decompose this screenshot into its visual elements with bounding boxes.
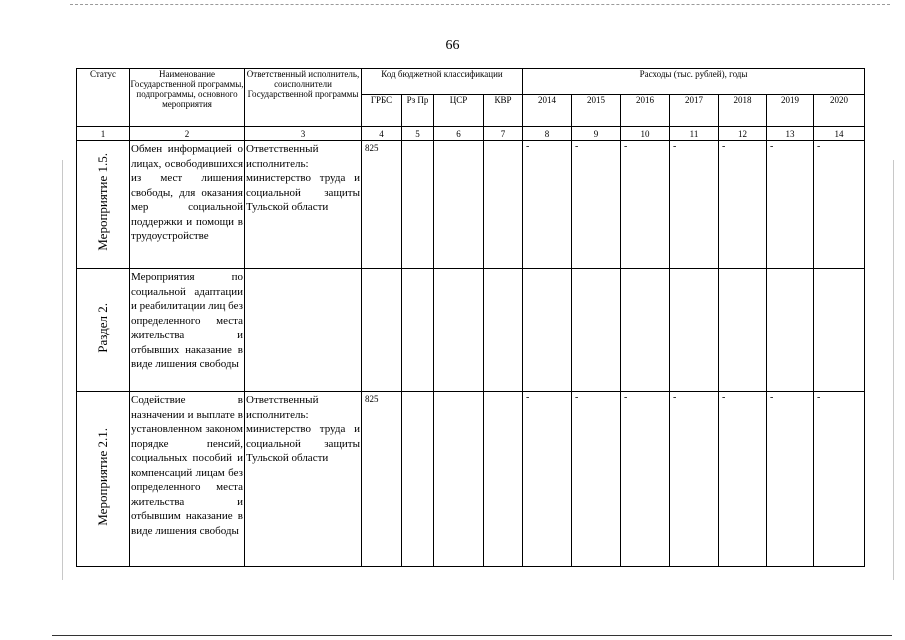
expense-2016 <box>621 269 670 392</box>
header-year-2017: 2017 <box>670 95 719 127</box>
header-code-csr: ЦСР <box>434 95 484 127</box>
name-cell <box>130 141 245 269</box>
expense-2018 <box>719 269 767 392</box>
column-number: 1 <box>77 127 130 141</box>
expense-2015: - <box>572 392 621 567</box>
scan-left-margin-line <box>62 160 63 580</box>
csr-cell <box>434 141 484 269</box>
column-number: 9 <box>572 127 621 141</box>
name-cell <box>130 392 245 567</box>
column-number: 10 <box>621 127 670 141</box>
expense-2018: - <box>719 141 767 269</box>
header-code-kvr: КВР <box>484 95 523 127</box>
table-row-section-2 <box>77 269 865 392</box>
page-number: 66 <box>445 38 460 53</box>
expense-2017: - <box>670 392 719 567</box>
header-status: Статус <box>77 69 130 127</box>
csr-cell <box>434 392 484 567</box>
grbs-cell: 825 <box>362 392 402 567</box>
expense-2014: - <box>523 392 572 567</box>
column-number: 4 <box>362 127 402 141</box>
header-year-2019: 2019 <box>767 95 814 127</box>
expense-2014 <box>523 269 572 392</box>
scan-bottom-edge <box>52 635 892 636</box>
header-year-2016: 2016 <box>621 95 670 127</box>
column-number: 6 <box>434 127 484 141</box>
grbs-cell: 825 <box>362 141 402 269</box>
measure-name: Обмен информацией о лицах, освободившихся из мест лишения свободы, для оказания мер социальной поддержки и помощи в трудоустройстве <box>131 143 243 242</box>
responsible-cell: Ответственный исполнитель: министерство труда и социальной защиты Тульской области <box>245 141 362 269</box>
column-number: 14 <box>814 127 865 141</box>
status-cell <box>77 269 130 392</box>
csr-cell <box>434 269 484 392</box>
scan-top-edge <box>70 4 890 5</box>
program-table <box>76 68 865 567</box>
column-number: 13 <box>767 127 814 141</box>
scan-right-margin-line <box>893 160 894 580</box>
expense-2020: - <box>814 392 865 567</box>
rzpr-cell <box>402 141 434 269</box>
expense-2020 <box>814 269 865 392</box>
expense-2017: - <box>670 141 719 269</box>
header-year-2015: 2015 <box>572 95 621 127</box>
column-number: 8 <box>523 127 572 141</box>
column-number: 11 <box>670 127 719 141</box>
name-cell <box>130 269 245 392</box>
kvr-cell <box>484 141 523 269</box>
column-number: 5 <box>402 127 434 141</box>
header-expenses: Расходы (тыс. рублей), годы <box>523 69 865 95</box>
measure-name: Содействие в назначении и выплате в установленном законом порядке пенсий, социальных пособий и компенсаций лицам без определенного места жительства и отбывшим наказание в виде лишения свободы <box>131 394 243 537</box>
status-label: Раздел 2. <box>95 302 110 353</box>
rzpr-cell <box>402 392 434 567</box>
column-number: 3 <box>245 127 362 141</box>
expense-2018: - <box>719 392 767 567</box>
header-code-rzpr: Рз Пр <box>402 95 434 127</box>
header-budget-code: Код бюджетной классификации <box>362 69 523 95</box>
expense-2019: - <box>767 141 814 269</box>
column-number: 2 <box>130 127 245 141</box>
expense-2019 <box>767 269 814 392</box>
status-label: Мероприятие 2.1. <box>95 427 110 526</box>
table-row-measure-2-1 <box>77 392 865 567</box>
column-number-row <box>77 127 865 141</box>
status-label: Мероприятие 1.5. <box>95 153 110 251</box>
kvr-cell <box>484 392 523 567</box>
header-year-2018: 2018 <box>719 95 767 127</box>
expense-2014: - <box>523 141 572 269</box>
header-code-grbs: ГРБС <box>362 95 402 127</box>
kvr-cell <box>484 269 523 392</box>
status-cell <box>77 392 130 567</box>
expense-2017 <box>670 269 719 392</box>
expense-2016: - <box>621 141 670 269</box>
rzpr-cell <box>402 269 434 392</box>
section-name: Мероприятия по социальной адаптации и реабилитации лиц без определенного места жительства и отбывших наказание в виде лишения свободы <box>131 271 243 370</box>
responsible-cell <box>245 269 362 392</box>
grbs-cell <box>362 269 402 392</box>
column-number: 12 <box>719 127 767 141</box>
table-row-measure-1-5 <box>77 141 865 269</box>
header-responsible: Ответственный исполнитель, соисполнители Государственной программы <box>245 69 362 127</box>
expense-2019: - <box>767 392 814 567</box>
header-name: Наименование Государственной программы, подпрограммы, основного мероприятия <box>130 69 245 127</box>
header-row-top <box>77 69 865 95</box>
expense-2016: - <box>621 392 670 567</box>
header-year-2014: 2014 <box>523 95 572 127</box>
expense-2015 <box>572 269 621 392</box>
column-number: 7 <box>484 127 523 141</box>
status-cell <box>77 141 130 269</box>
expense-2020: - <box>814 141 865 269</box>
header-year-2020: 2020 <box>814 95 865 127</box>
expense-2015: - <box>572 141 621 269</box>
responsible-cell: Ответственный исполнитель: министерство труда и социальной защиты Тульской области <box>245 392 362 567</box>
